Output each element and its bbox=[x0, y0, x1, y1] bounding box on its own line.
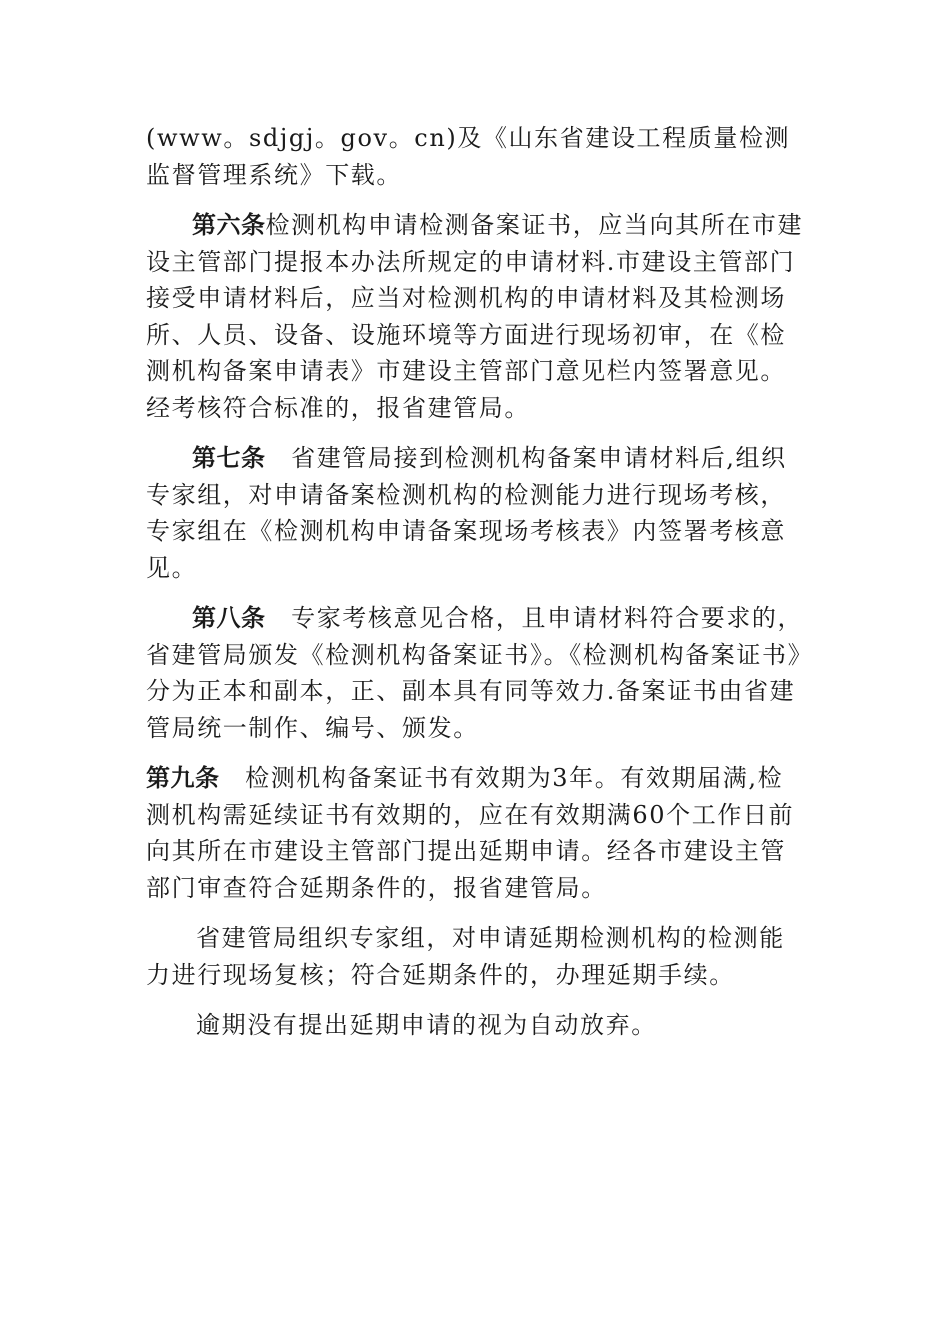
paragraph-website-source: (www。sdjgj。gov。cn)及《山东省建设工程质量检测监督管理系统》下载。 bbox=[146, 124, 791, 189]
article-8-body: 专家考核意见合格，且申请材料符合要求的，省建管局颁发《检测机构备案证书》。《检测机构备案证书》分为正本和副本，正、副本具有同等效力.备案证书由省建管局统一制作、编号、颁发。 bbox=[146, 604, 804, 742]
article-9-body: 检测机构备案证书有效期为3年。有效期届满,检测机构需延续证书有效期的，应在有效期满60个工作日前向其所在市建设主管部门提出延期申请。经各市建设主管部门审查符合延期条件的，报省建管局。 bbox=[146, 764, 795, 902]
article-9-paragraph bbox=[146, 760, 806, 906]
article-7-heading: 第七条 bbox=[192, 444, 266, 472]
article-8-heading: 第八条 bbox=[192, 604, 266, 632]
article-7-paragraph bbox=[146, 440, 806, 586]
article-6-paragraph bbox=[146, 207, 806, 426]
document-page bbox=[146, 120, 806, 1044]
article-9-heading: 第九条 bbox=[146, 764, 220, 792]
article-8-paragraph bbox=[146, 600, 806, 746]
article-6-body: 检测机构申请检测备案证书，应当向其所在市建设主管部门提报本办法所规定的申请材料.市建设主管部门接受申请材料后，应当对检测机构的申请材料及其检测场所、人员、设备、设施环境等方面进行现场初审，在《检测机构备案申请表》市建设主管部门意见栏内签署意见。经考核符合标准的，报省建管局。 bbox=[146, 211, 804, 422]
paragraph-extension-review: 省建管局组织专家组，对申请延期检测机构的检测能力进行现场复核；符合延期条件的，办理延期手续。 bbox=[146, 924, 785, 989]
article-7-body: 省建管局接到检测机构备案申请材料后,组织专家组，对申请备案检测机构的检测能力进行现场考核，专家组在《检测机构申请备案现场考核表》内签署考核意见。 bbox=[146, 444, 787, 582]
paragraph-overdue: 逾期没有提出延期申请的视为自动放弃。 bbox=[196, 1011, 657, 1039]
article-6-heading: 第六条 bbox=[192, 211, 266, 239]
